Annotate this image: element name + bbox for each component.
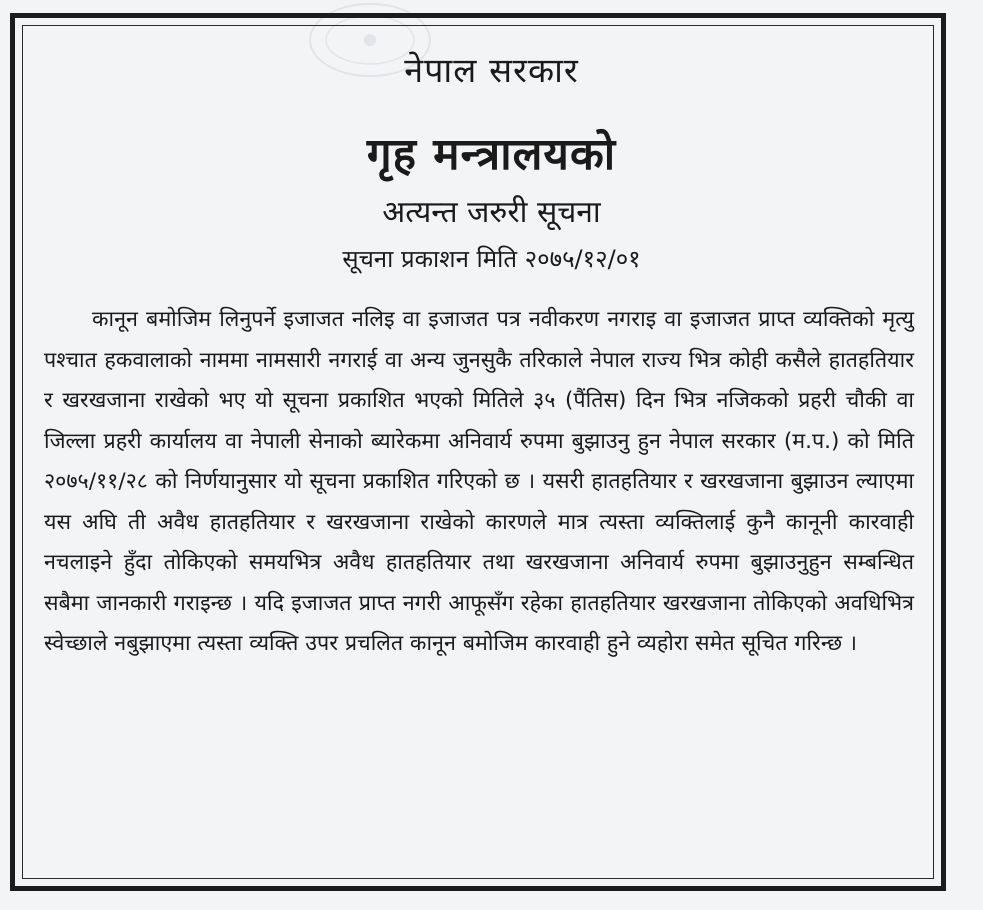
ministry-title: गृह मन्त्रालयको xyxy=(366,129,617,180)
notice-body: कानून बमोजिम लिनुपर्ने इजाजत नलिइ वा इजाजत पत्र नवीकरण नगराइ वा इजाजत प्राप्त व्यक्तिको मृत्यु पश्चात हकवालाको नाममा नामसारी नगराई वा अन्य जुनसुकै तरिकाले नेपाल राज्य भित्र कोही कसैले हातहतियार र खरखजाना राखेको भए यो सूचना प्रकाशित भएको मितिले ३५ (पैंतिस) दिन भित्र नजिकको प्रहरी चौकी वा जिल्ला प्रहरी कार्यालय वा नेपाली सेनाको ब्यारेकमा अनिवार्य रुपमा बुझाउनु हुन नेपाल सरकार (म.प.) को मिति २०७५/११/२८ को निर्णयानुसार यो सूचना प्रकाशित गरिएको छ । यसरी हातहतियार र खरखजाना बुझाउन ल्याएमा यस अघि ती अवैध हातहतियार र खरखजाना राखेको कारणले मात्र त्यस्ता व्यक्तिलाई कुनै कानूनी कारवाही नचलाइने हुँदा तोकिएको समयभित्र अवैध हातहतियार तथा खरखजाना अनिवार्य रुपमा बुझाउनुहुन सम्बन्धित सबैमा जानकारी गराइन्छ । यदि इजाजत प्राप्त नगरी आफूसँग रहेका हातहतियार खरखजाना तोकिएको अवधिभित्र स्वेच्छाले नबुझाएमा त्यस्ता व्यक्ति उपर प्रचलित कानून बमोजिम कारवाही हुने व्यहोरा समेत सूचित गरिन्छ । xyxy=(44,307,914,656)
notice-heading: अत्यन्त जरुरी सूचना xyxy=(382,195,601,230)
government-title: नेपाल सरकार xyxy=(404,51,579,91)
publication-date: सूचना प्रकाशन मिति २०७५/१२/०१ xyxy=(342,245,641,273)
